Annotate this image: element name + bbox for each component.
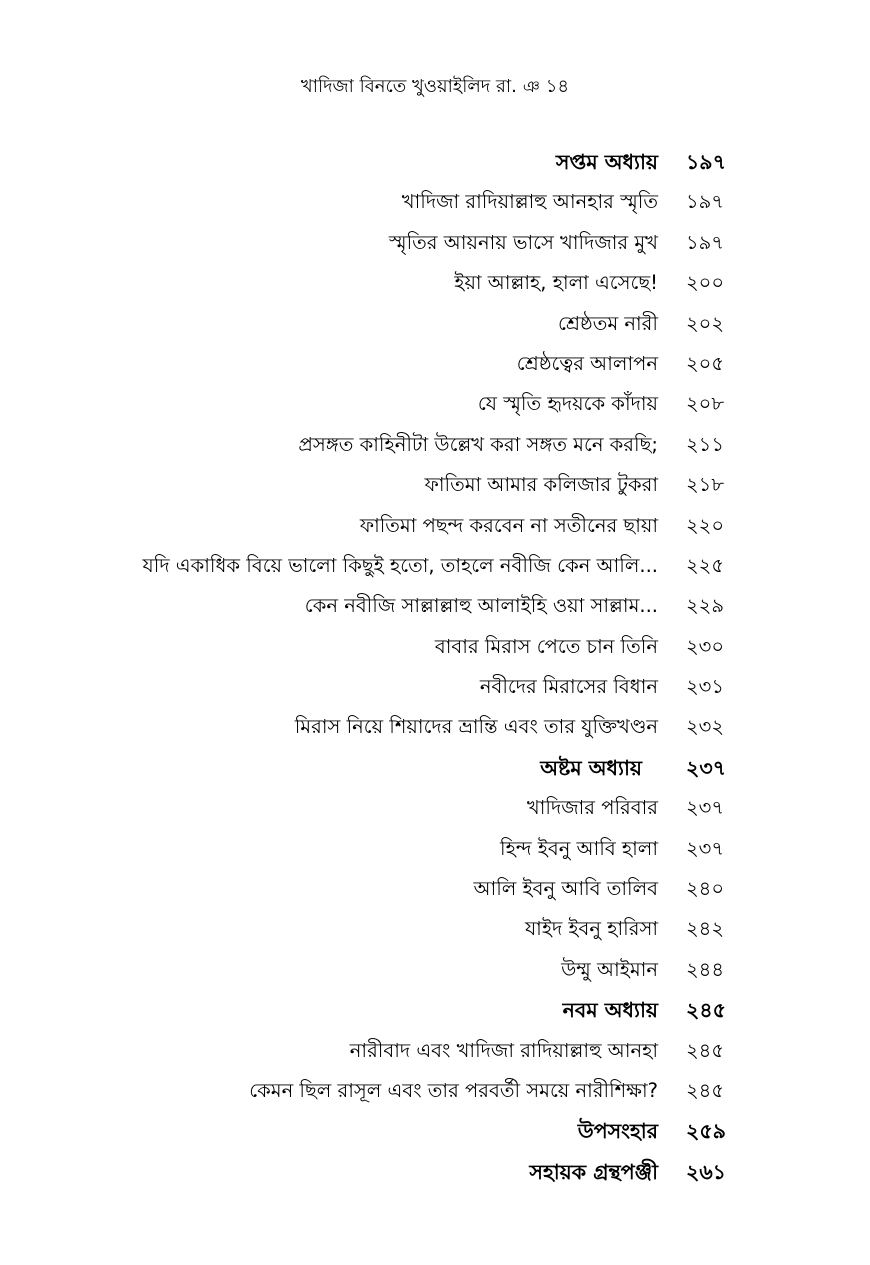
toc-entry-title: আলি ইবনু আবি তালিব [473,877,658,901]
toc-entry-page: ২২৯ [686,594,725,618]
toc-entry-page: ২২৫ [686,553,725,577]
toc-entry [0,304,870,344]
toc-entry-title: যাইদ ইবনু হারিসা [524,917,658,941]
toc-entry [0,586,870,626]
book-title: খাদিজা বিনতে খুওয়াইলিদ রা. [300,76,517,97]
toc-entry-page: ২০৫ [686,351,725,375]
toc-entry [0,909,870,949]
table-of-contents [0,142,870,1192]
toc-entry [0,182,870,222]
toc-entry-title: অষ্টম অধ্যায় [540,755,642,780]
toc-entry-page: ২৩০ [686,634,725,658]
toc-entry [0,950,870,990]
toc-entry-title: ফাতিমা আমার কলিজার টুকরা [424,473,658,497]
toc-entry-title: যদি একাধিক বিয়ে ভালো কিছুই হতো, তাহলে নবীজি কেন আলি... [142,553,658,577]
toc-entry [0,869,870,909]
toc-entry-page: ২৪২ [686,917,725,941]
toc-entry-page: ২৬১ [686,1159,726,1184]
toc-entry [0,788,870,828]
toc-entry [0,1071,870,1111]
toc-entry-page: ২১১ [686,432,724,456]
toc-chapter-heading [0,142,870,182]
toc-chapter-heading [0,990,870,1030]
toc-entry [0,506,870,546]
toc-entry [0,263,870,303]
toc-entry-title: যে স্মৃতি হৃদয়কে কাঁদায় [477,392,658,416]
toc-entry-title: খাদিজার পরিবার [526,796,658,820]
toc-entry-title: হিন্দ ইবনু আবি হালা [500,836,658,860]
toc-entry-title: মিরাস নিয়ে শিয়াদের ভ্রান্তি এবং তার যুক্তিখণ্ডন [294,715,658,739]
toc-entry-title: উপসংহার [577,1119,658,1144]
running-header [0,72,870,102]
toc-entry [0,667,870,707]
toc-chapter-heading [0,748,870,788]
toc-chapter-heading [0,1152,870,1192]
toc-entry-page: ২৪৫ [686,998,726,1023]
toc-entry-page: ২০২ [686,311,725,335]
toc-entry-title: উম্মু আইমান [561,957,658,981]
toc-entry-title: নবীদের মিরাসের বিধান [479,675,658,699]
toc-entry-title: ফাতিমা পছন্দ করবেন না সতীনের ছায়া [359,513,658,537]
toc-entry [0,384,870,424]
toc-entry-title: নারীবাদ এবং খাদিজা রাদিয়াল্লাহু আনহা [349,1038,658,1062]
toc-entry [0,1031,870,1071]
toc-entry-title: নবম অধ্যায় [562,998,658,1023]
toc-entry-title: স্মৃতির আয়নায় ভাসে খাদিজার মুখ [388,230,658,254]
toc-entry-title: কেমন ছিল রাসূল এবং তার পরবর্তী সময়ে নারীশিক্ষা? [249,1078,658,1102]
toc-entry-page: ২৩৭ [686,796,725,820]
toc-entry-page: ১৯৭ [686,230,724,254]
toc-entry [0,707,870,747]
toc-entry-title: কেন নবীজি সাল্লাল্লাহু আলাইহি ওয়া সাল্লাম... [304,594,658,618]
toc-entry-page: ২৩২ [686,715,725,739]
toc-entry-page: ১৯৭ [686,190,724,214]
toc-entry-page: ১৯৭ [686,150,726,174]
toc-entry-page: ২২০ [686,513,725,537]
toc-entry-title: শ্রেষ্ঠতম নারী [557,311,658,335]
toc-entry-page: ২০৮ [686,392,725,416]
toc-entry-page: ২৫৯ [686,1119,726,1144]
toc-entry [0,627,870,667]
toc-entry-page: ২৪৫ [686,1078,724,1102]
toc-entry-title: সপ্তম অধ্যায় [555,150,658,174]
toc-entry-page: ২০০ [686,271,725,295]
toc-entry-title: সহায়ক গ্রন্থপঞ্জী [529,1159,658,1184]
toc-entry [0,465,870,505]
toc-entry [0,546,870,586]
toc-entry-page: ২৩১ [686,675,725,699]
toc-entry-title: খাদিজা রাদিয়াল্লাহু আনহার স্মৃতি [401,190,658,214]
toc-entry-title: প্রসঙ্গত কাহিনীটা উল্লেখ করা সঙ্গত মনে করছি; [298,432,658,456]
ornament-separator: ঞ [522,77,540,96]
toc-entry [0,223,870,263]
toc-entry-title: বাবার মিরাস পেতে চান তিনি [434,634,658,658]
toc-chapter-heading [0,1111,870,1151]
toc-entry-page: ২৩৭ [686,836,725,860]
toc-entry-page: ২৩৭ [686,755,726,780]
toc-entry-title: শ্রেষ্ঠত্বের আলাপন [516,351,658,375]
toc-entry-page: ২৪০ [686,877,725,901]
toc-entry [0,425,870,465]
toc-entry-page: ২৪৪ [686,957,724,981]
toc-entry-page: ২৪৫ [686,1038,724,1062]
toc-entry-title: ইয়া আল্লাহ, হালা এসেছে! [454,271,658,295]
toc-entry [0,829,870,869]
toc-entry-page: ২১৮ [686,473,724,497]
toc-entry [0,344,870,384]
page-number: ১৪ [545,76,570,97]
